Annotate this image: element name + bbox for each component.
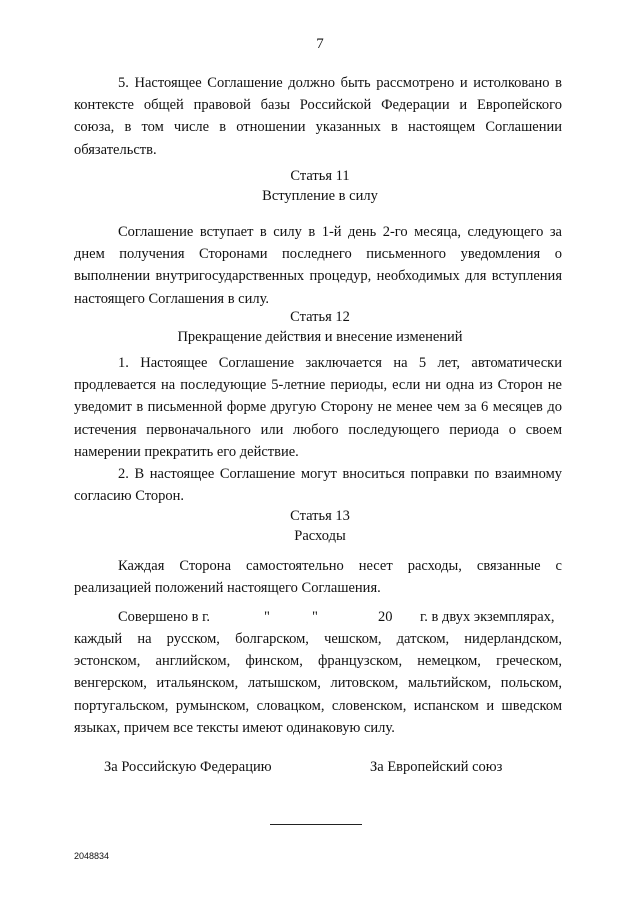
article-13-title: Расходы [294, 528, 346, 544]
done-quote-open: " [264, 609, 270, 625]
article-11-title: Вступление в силу [262, 188, 378, 204]
done-clause [74, 606, 562, 739]
article-11-text: Соглашение вступает в силу в 1-й день 2-го месяца, следующего за днем получения Сторонами последнего письменного уведомления о выполнении внутригосударственных процедур, необходимых для вступления настоящего Соглашения в силу. [74, 224, 562, 307]
signature-divider [270, 824, 362, 825]
article-13-body [74, 555, 562, 599]
done-year: 20 [378, 609, 393, 625]
article-12-title: Прекращение действия и внесение изменений [177, 329, 463, 345]
signature-right: За Европейский союз [370, 759, 503, 775]
article-13-text: Каждая Сторона самостоятельно несет расходы, связанные с реализацией положений настоящего Соглашения. [74, 558, 562, 597]
article-13-heading: Статья 13 [290, 508, 350, 524]
page-number: 7 [316, 36, 324, 52]
paragraph-5-text: 5. Настоящее Соглашение должно быть рассмотрено и истолковано в контексте общей правовой базы Российской Федерации и Европейского союза, в том числе в отношении указанных в настоящем Соглашении обязательств. [74, 75, 562, 158]
signature-left: За Российскую Федерацию [104, 759, 272, 775]
article-12-body [74, 352, 562, 507]
article-12-point-2: 2. В настоящее Соглашение могут вноситься поправки по взаимному согласию Сторон. [74, 466, 562, 505]
article-12-point-1: 1. Настоящее Соглашение заключается на 5 лет, автоматически продлевается на последующие 5-летние периоды, если ни одна из Сторон не уведомит в письменной форме другую Сторону не менее чем за 6 месяцев до истечения первоначального или любого последующего периода о своем намерении прекратить его действие. [74, 355, 562, 460]
paragraph-5 [74, 72, 562, 161]
document-number: 2048834 [74, 851, 110, 861]
done-quote-close: " [312, 609, 318, 625]
done-text: каждый на русском, болгарском, чешском, датском, нидерландском, эстонском, английском, финском, французском, немецком, греческом, венгерском, итальянском, латышском, литовском, мальтийском, польском, португальском, румынском, словацком, словенском, испанском и шведском языках, причем все тексты имеют одинаковую силу. [74, 631, 562, 736]
article-11-heading: Статья 11 [290, 168, 350, 184]
done-first-line [74, 606, 562, 628]
article-11-body [74, 221, 562, 310]
article-12-heading: Статья 12 [290, 309, 350, 325]
done-lead: Совершено в г. [118, 609, 211, 625]
done-rest: г. в двух экземплярах, [420, 609, 555, 625]
